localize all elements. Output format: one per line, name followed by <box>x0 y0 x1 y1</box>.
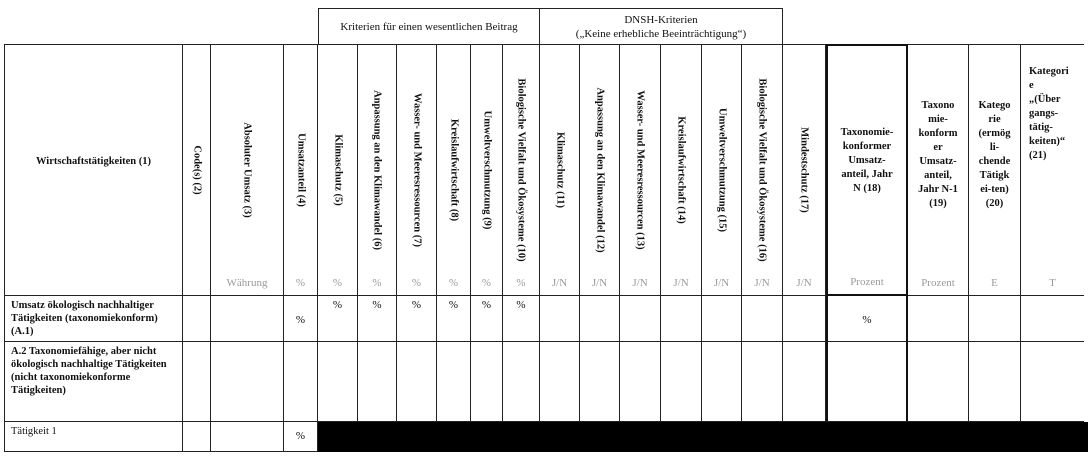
table-cell <box>620 296 661 342</box>
column-unit: J/N <box>673 277 689 289</box>
table-cell <box>211 422 284 452</box>
percent-value: % <box>862 314 872 326</box>
table-cell <box>503 342 540 422</box>
column-header-label: Wasser- und Meeresressourcen (13) <box>634 90 646 250</box>
table-cell <box>437 296 471 342</box>
column-unit: J/N <box>754 277 770 289</box>
table-cell <box>969 296 1021 342</box>
column-header-label: Kreislaufwirtschaft (8) <box>448 118 459 222</box>
row-label: A.2 Taxonomiefähige, aber nicht ökologisch nachhaltige Tätigkeiten (nicht taxonomiekonforme Tätigkeiten) <box>11 346 167 396</box>
row-label-cell <box>4 296 183 342</box>
table-cell <box>437 342 471 422</box>
column-header-label: Taxonomie- konformer Umsatz- anteil, Jahr N (18) <box>840 127 894 194</box>
column-header-label: Biologische Vielfalt und Ökosysteme (10) <box>515 78 527 262</box>
column-unit: % <box>448 277 459 289</box>
percent-value: % <box>411 299 422 311</box>
table-cell <box>661 296 702 342</box>
column-unit: % <box>516 277 526 289</box>
column-unit: E <box>991 277 998 289</box>
table-cell <box>183 296 211 342</box>
column-header-19 <box>908 44 969 296</box>
column-unit: % <box>481 277 492 289</box>
column-header-label: Wasser- und Meeresressourcen (7) <box>411 93 422 247</box>
column-header-21 <box>1021 44 1084 296</box>
column-header-20 <box>969 44 1021 296</box>
column-header-label: Wirtschaftstätigkeiten (1) <box>36 156 151 167</box>
column-unit: Währung <box>226 277 268 289</box>
table-cell <box>620 342 661 422</box>
percent-value: % <box>295 430 306 442</box>
column-header-label: Taxono mie- konform er Umsatz- anteil, Jahr N-1 (19) <box>918 100 958 209</box>
table-cell <box>183 342 211 422</box>
table-cell <box>471 342 503 422</box>
table-cell <box>540 296 580 342</box>
column-unit: % <box>332 277 343 289</box>
table-cell <box>702 342 742 422</box>
column-header-4 <box>284 44 318 296</box>
column-header-label: Kategori e „(Über gangs- tätig- keiten)“ (21) <box>1029 66 1069 161</box>
column-unit: Prozent <box>921 277 955 289</box>
column-header-label: Umweltverschmutzung (9) <box>481 110 492 230</box>
table-cell <box>908 296 969 342</box>
table-cell <box>397 296 437 342</box>
dnsh-group-header <box>540 8 783 44</box>
column-header-label: Anpassung an den Klimawandel (12) <box>594 87 605 253</box>
column-header-2 <box>183 44 211 296</box>
column-header-3 <box>211 44 284 296</box>
column-header-18 <box>826 44 908 296</box>
column-header-label: Code(s) (2) <box>191 145 202 195</box>
row-label-cell <box>4 342 183 422</box>
column-header-label: Absoluter Umsatz (3) <box>241 122 253 218</box>
column-header-label: Mindestschutz (17) <box>798 127 810 213</box>
column-header-15 <box>702 44 742 296</box>
table-cell <box>908 342 969 422</box>
dnsh-group-title: DNSH-Kriterien <box>624 13 698 26</box>
row-label: Tätigkeit 1 <box>11 426 57 437</box>
table-cell <box>826 296 908 342</box>
column-header-9 <box>471 44 503 296</box>
table-cell <box>1021 296 1084 342</box>
column-header-label: Katego rie (ermög li- chende Tätigk ei-ten) (20) <box>978 100 1011 209</box>
table-cell <box>702 296 742 342</box>
column-header-label: Biologische Vielfalt und Ökosysteme (16) <box>756 78 768 262</box>
column-unit: Prozent <box>850 276 884 288</box>
column-header-6 <box>358 44 397 296</box>
column-unit: J/N <box>551 277 568 289</box>
column-header-16 <box>742 44 783 296</box>
column-header-label: Umsatzanteil (4) <box>295 133 306 207</box>
percent-value: % <box>295 314 306 326</box>
column-header-label: Umweltverschmutzung (15) <box>716 108 727 232</box>
table-cell <box>397 342 437 422</box>
table-cell <box>183 422 211 452</box>
column-unit: % <box>372 277 382 289</box>
table-cell <box>358 296 397 342</box>
column-unit: J/N <box>796 277 812 289</box>
table-cell <box>284 422 318 452</box>
table-cell <box>969 342 1021 422</box>
row-label-cell <box>4 422 183 452</box>
column-header-label: Kreislaufwirtschaft (14) <box>675 116 687 224</box>
table-cell <box>783 296 826 342</box>
table-cell <box>783 342 826 422</box>
column-header-7 <box>397 44 437 296</box>
table-cell <box>580 296 620 342</box>
table-cell <box>742 296 783 342</box>
column-header-5 <box>318 44 358 296</box>
table-cell <box>471 296 503 342</box>
column-header-8 <box>437 44 471 296</box>
percent-value: % <box>332 299 343 311</box>
column-unit: % <box>411 277 422 289</box>
column-header-13 <box>620 44 661 296</box>
dnsh-group-subtitle: („Keine erhebliche Beeinträchtigung“) <box>575 27 747 40</box>
table-cell <box>826 342 908 422</box>
percent-value: % <box>481 299 492 311</box>
substantial-contribution-group-title: Kriterien für einen wesentlichen Beitrag <box>340 20 518 33</box>
column-header-12 <box>580 44 620 296</box>
table-cell <box>580 342 620 422</box>
percent-value: % <box>372 299 382 311</box>
table-cell <box>540 342 580 422</box>
column-unit: % <box>295 277 306 289</box>
table-cell <box>318 342 358 422</box>
column-unit: J/N <box>591 277 608 289</box>
column-header-17 <box>783 44 826 296</box>
column-header-label: Klimaschutz (5) <box>332 134 343 206</box>
table-cell <box>661 342 702 422</box>
table-cell <box>284 342 318 422</box>
row-label: Umsatz ökologisch nachhaltiger Tätigkeiten (taxonomiekonform) (A.1) <box>11 300 158 337</box>
filled-black-area <box>318 422 1088 452</box>
substantial-contribution-group-header <box>318 8 540 44</box>
column-unit: J/N <box>632 277 648 289</box>
table-cell <box>211 296 284 342</box>
table-cell <box>742 342 783 422</box>
percent-value: % <box>516 299 526 311</box>
column-header-11 <box>540 44 580 296</box>
table-cell <box>211 342 284 422</box>
table-cell <box>284 296 318 342</box>
column-unit: J/N <box>713 277 730 289</box>
table-cell <box>358 342 397 422</box>
column-header-10 <box>503 44 540 296</box>
column-header-label: Anpassung an den Klimawandel (6) <box>371 90 383 250</box>
table-cell <box>503 296 540 342</box>
percent-value: % <box>448 299 459 311</box>
column-header-label: Klimaschutz (11) <box>554 131 565 209</box>
column-header-1 <box>4 44 183 296</box>
table-cell <box>1021 342 1084 422</box>
column-unit: T <box>1049 277 1056 289</box>
column-header-14 <box>661 44 702 296</box>
table-cell <box>318 296 358 342</box>
